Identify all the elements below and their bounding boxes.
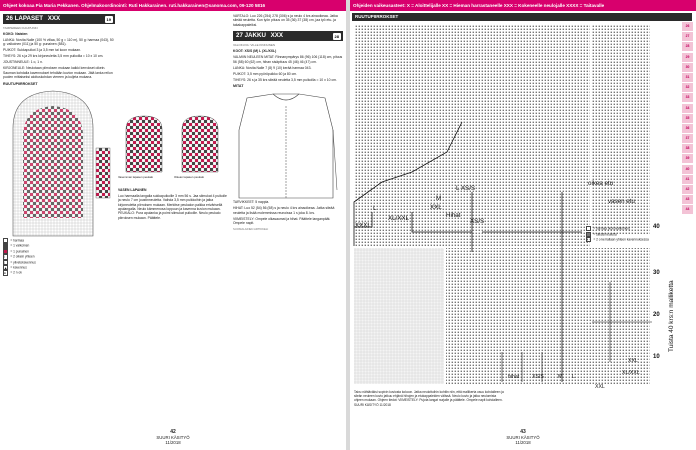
scale-10: 10 — [653, 354, 660, 360]
article-26-needles: PUIKOT: Sukkapuikot 3 ja 3,5 mm tai koon mukaan. — [3, 48, 82, 53]
label-xxl-top: XXL — [430, 204, 442, 211]
size-tab: 43 — [682, 195, 693, 204]
key-item: = sileää neuletta — [586, 232, 649, 238]
right-panel-title: RUUTUPIIRROKSET — [352, 13, 692, 21]
label-l-xss: L XS/S — [456, 185, 476, 192]
legend-item: = 1 valkoinen — [3, 243, 115, 248]
right-header-bar: Ohjeiden vaikeusasteet: X = Aloittelijalle XX = Hieman harrastaneelle XXX = Kokeneelle neulojalle XXXX = Taitavalle — [350, 0, 696, 11]
article-26-rib: JOUSTINNEULE: 1 o, 1 n. — [3, 60, 43, 65]
article-26-column — [3, 14, 115, 424]
article-26-size: KOKO: Naisten — [3, 32, 28, 36]
article-27-subtitle: VALOKUVA: VILLE KINNUNEN — [233, 43, 276, 48]
label-l-bottom: L — [572, 374, 575, 380]
right-thumb-chart — [174, 114, 226, 174]
article-27-measure-label: MITAT — [233, 84, 244, 89]
right-page-number: 43 — [520, 429, 526, 435]
article-27-title: 27 JAKKU — [236, 32, 266, 40]
right-thumb-caption: Oikean lapasen peukalo — [174, 175, 205, 180]
chart-key — [586, 226, 649, 243]
left-header-bar: Ohjeet kokoaa Pia Maria Pekkanen. Ohjelmakoordinointi: Ruti Hakkarainen. ruti.hakkarainen@sanoma.com, 09-120 5816 — [0, 0, 346, 11]
legend-item: ● = 2 n ok — [4, 270, 22, 276]
label-xlxxl: XL/XXL — [388, 215, 409, 222]
article-26-gauge: TIHEYS: 26 s ja 29 krs kirjoneuletta 3,5 mm puikoilla = 10 x 10 cm. — [3, 54, 104, 59]
article-27-notions: TARVIKKEET: 5 nappia. — [233, 200, 270, 205]
label-hihat-bottom: hihat — [508, 374, 520, 380]
label-xxxl-left: XXXL — [355, 222, 371, 229]
article-27-vertical-note: SUOMALAINEN ARTIKKELI — [233, 227, 269, 232]
size-tab: 27 — [682, 32, 693, 41]
legend-item: = harmaa — [3, 238, 115, 243]
label-oikea-etu: oikea etu — [588, 180, 614, 187]
article-26-badge: 19 — [106, 16, 111, 22]
article-26-header — [3, 14, 115, 24]
label-vasen-etu: vasen etu — [608, 198, 635, 205]
size-tab: 37 — [682, 134, 693, 143]
size-tab: 39 — [682, 154, 693, 163]
left-mitten-title: VASEN LAPANEN — [118, 187, 147, 192]
size-tab: 32 — [682, 83, 693, 92]
size-tab: 31 — [682, 73, 693, 82]
size-tab: 42 — [682, 185, 693, 194]
label-m: M — [436, 195, 442, 202]
left-thumb-caption: Vasemman lapasen peukalo — [118, 175, 154, 180]
article-27-sizes: KOOT: XS/S (M) L (XL/XXL) — [233, 49, 277, 54]
size-tab: 44 — [682, 205, 693, 214]
scale-30: 30 — [653, 270, 660, 276]
article-26-yarn: LANKA: Novita Nalle (100 % villaa, 50 g = 110 m), 50 g: harmaa (043), 50 g: valkoinen (011) ja 50 g: punainen (581). — [3, 38, 114, 47]
label-hihat: Hihat — [446, 212, 461, 219]
article-26-colorwork: KIRJONEULE: Neulotaan piirroksen mukaan kaikki kerrokset oikein. Sauman kohdalla kavennukset tehdään kuvion mukaan. Jätä lanka reilun puolen mittaiseksi aloituskohdan viereen ja kuljeta mukana. — [3, 66, 113, 80]
size-tab: 26 — [682, 22, 693, 31]
jacket-schematic — [233, 90, 339, 200]
article-27-header — [233, 31, 343, 41]
legend-item: = 1 punainen — [3, 249, 115, 254]
article-26-legend — [3, 238, 115, 276]
left-folio — [153, 429, 193, 445]
article-27-needles: PUIKOT: 3,5 mm pyöröpuikko 60 ja 80 cm. — [233, 71, 298, 76]
size-tab: 35 — [682, 114, 693, 123]
article-27-sleeves: HIHAT: Luo 52 (54) 56 (58) s ja neulo 4 krs ainaoikeaa. Jatka sileää neuletta ja lisää molemmissa reunoissa 1 s joka 8. krs. — [233, 206, 335, 215]
left-thumb-chart — [118, 114, 170, 174]
size-tab: 38 — [682, 144, 693, 153]
label-xss-bottom: XS/S — [532, 374, 544, 380]
size-tab: 29 — [682, 53, 693, 62]
left-mitten-instructions: Luo harmaalla langalla sukkapuikoille 3 mm 56 s. Jaa silmukat 4 puikolle ja neulo 7 cm joustinneuletta. Vaihda 3,5 mm puikkoihin ja jatka kirjoneuletta piirroksen mukaan. Merkitse peukalon paikka erivärisellä apulangalla. Neulo kämmenosa loppuun ja kavenna kuvion mukaan. PEUKALO: Pura apulanka ja poimi silmukat puikoille. Neulo peukalo piirroksen mukaan. Päättele. — [118, 193, 227, 220]
left-page-number: 42 — [170, 429, 176, 435]
legend-item: / = 2 oikein yhteen — [4, 254, 35, 260]
size-tab: 40 — [682, 165, 693, 174]
article-27-badge: 28 — [334, 33, 339, 39]
size-tabs — [682, 22, 693, 216]
article-26-difficulty: XXX — [47, 15, 61, 22]
key-item: = harmaa (kokovalkoinen) — [586, 226, 649, 232]
size-tab: 30 — [682, 63, 693, 72]
scale-20: 20 — [653, 312, 660, 318]
label-xxl-bottom: XXL — [595, 384, 605, 390]
article-27-intro: VARTALO: Luo 226 (254) 278 (306) s ja neulo 4 krs ainaoikeaa. Jatka sileää neuletta. Kun työn pituus on 35 (36) 37 (38) cm, jaa työ etu- ja takakappaleiksi. — [233, 14, 338, 27]
legend-item: \ = ylivetokavennus — [4, 260, 36, 265]
article-26-subtitle: TAMPEREEN KAUPUNKI — [3, 26, 38, 30]
label-m-bottom: M — [558, 374, 563, 380]
label-xss-mid: XS/S — [470, 218, 485, 225]
size-tab: 41 — [682, 175, 693, 184]
label-l-left: L — [373, 205, 377, 212]
legend-item: ▲ = kavennus — [4, 265, 27, 270]
article-27-measurements: VALMIIN NEULEEN MITAT: Rinnanympärys 86 (96) 106 (118) cm, pituus 56 (58) 60 (62) cm, hihan sisäpituus 45 (46) 46 (47) cm. — [233, 55, 343, 64]
article-27-difficulty: XXX — [270, 32, 284, 40]
article-26-charts-label: RUUTUPIIRROKSET — [3, 81, 38, 86]
article-27-column — [233, 14, 343, 424]
article-27-yarn: LANKA: Novita Nalle 7 (8) 9 (10) kerää harmaa 043. — [233, 65, 312, 70]
label-xxl-right: XXL — [628, 358, 638, 364]
right-folio-text: SUURI KÄSITYÖ 11/2018 — [506, 435, 540, 445]
size-tab: 28 — [682, 42, 693, 51]
article-27-finishing: VIIMEISTELY: Ompele olkasaumat ja hihat. Päättele langanpäät. Ompele napit. — [233, 216, 331, 226]
article-27-gauge: TIHEYS: 26 s ja 35 krs sileää neuletta 3,5 mm puikoilla = 10 x 10 cm. — [233, 77, 337, 82]
right-folio — [503, 429, 543, 445]
label-xlxxl-bottom: XL/XXL — [622, 370, 640, 376]
right-bottom-text: Taivu nähtäväksi sopivin kuviosta kokoon. Jatka neulottuihin kohtiin niin, että mallikerta osuu kohdalleen ja sileän neuleen kuvio jatkuu ehjänä hihojen ja etukappaleiden välissä. Neulo kuvio ja jatka neulomista ohjeen mukaan. Ohjeen tiedot: VIIMEISTELY: Pujota langat nurjalle ja päättele. Ompele napit kohdalleen. SUURI KÄSITYÖ 11/2018 — [354, 390, 504, 407]
left-folio-text: SUURI KÄSITYÖ 11/2018 — [156, 435, 190, 445]
size-tab: 33 — [682, 93, 693, 102]
right-page — [350, 0, 696, 450]
repeat-label-vertical: Tuista 40 krs:n malliketta — [668, 280, 675, 352]
mitten-chart — [3, 88, 111, 238]
left-page — [0, 0, 346, 450]
scale-40: 40 — [653, 224, 660, 230]
article-26-title: 26 LAPASET — [6, 15, 44, 22]
size-tab: 36 — [682, 124, 693, 133]
key-item: / = 2 o kerrallaan yhteen kavennuksessa — [587, 237, 649, 243]
article-26-column-2 — [118, 14, 230, 424]
size-tab: 34 — [682, 104, 693, 113]
